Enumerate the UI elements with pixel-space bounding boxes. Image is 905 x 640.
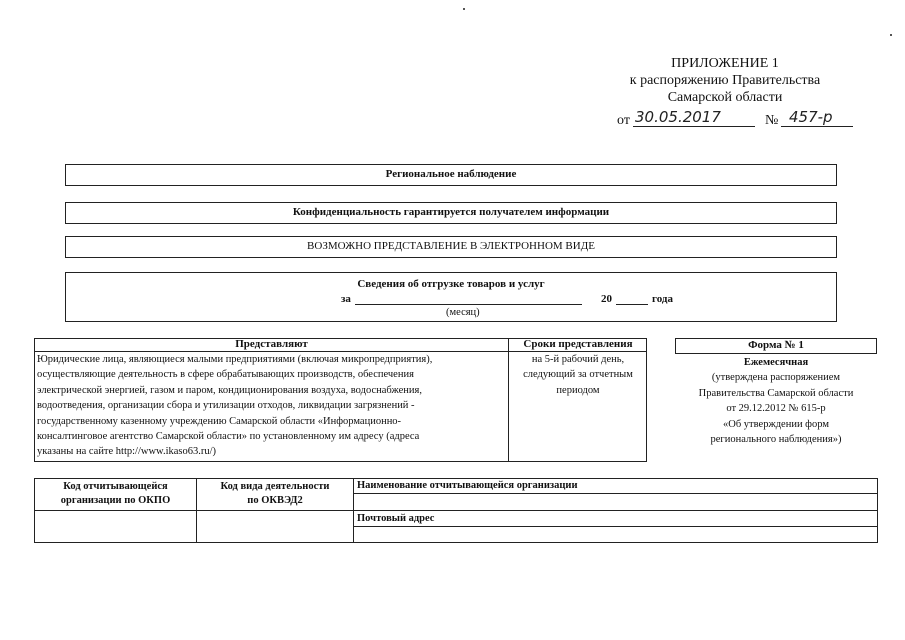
form-approval-line: (утверждена распоряжением [711, 372, 841, 384]
submitters-line: консалтинговое агентство Самарской области» по установленному им адресу (адреса [37, 431, 420, 443]
form-approval-line: «Об утверждении форм [723, 418, 829, 430]
form-number: Форма № 1 [748, 339, 804, 351]
form-number-box [675, 338, 877, 354]
form-approval-line: от 29.12.2012 № 615-р [726, 403, 826, 415]
form-approval-line: Правительства Самарской области [698, 387, 854, 399]
year-prefix: 20 [601, 293, 612, 305]
appendix-block [600, 55, 850, 106]
postal-address-label: Почтовый адрес [357, 513, 435, 524]
regional-observation-banner [65, 164, 837, 186]
deadline-line: следующий за отчетным [523, 369, 633, 381]
number-prefix: № [765, 113, 779, 128]
number-underline [781, 126, 853, 127]
date-underline [633, 126, 755, 127]
submitters-header: Представляют [235, 338, 308, 350]
submitters-line: указаны на сайте http://www.ikaso63.ru/) [37, 446, 217, 458]
org-name-value-cell[interactable] [354, 494, 878, 509]
form-approval-block [670, 355, 882, 447]
electronic-submission-banner [65, 236, 837, 258]
report-title-box [65, 272, 837, 322]
org-name-label: Наименование отчитывающейся организации [357, 480, 578, 491]
appendix-line-2: к распоряжению Правительства [629, 73, 821, 88]
deadline-header: Сроки представления [523, 338, 633, 350]
month-field[interactable] [355, 304, 582, 305]
number-value: 457-р [789, 108, 833, 126]
submitters-line: электрической энергией, газом и паром, кондиционирования воздуха, водоснабжения, [37, 384, 422, 396]
report-za: за [341, 293, 351, 305]
form-periodicity: Ежемесячная [743, 357, 809, 368]
confidentiality-text: Конфиденциальность гарантируется получателем информации [292, 206, 610, 218]
appendix-line-3: Самарской области [667, 90, 783, 105]
appendix-date-row [617, 108, 857, 132]
confidentiality-banner [65, 202, 837, 224]
postal-address-value-cell[interactable] [354, 527, 878, 542]
okpo-header [35, 480, 196, 508]
okved-header-line: по ОКВЭД2 [247, 495, 303, 506]
okved-header [197, 480, 353, 508]
submitters-line: водоотведения, организации сбора и утилизации отходов, ликвидации загрязнений - [37, 400, 415, 412]
regional-observation-text: Региональное наблюдение [385, 168, 517, 180]
year-field[interactable] [616, 304, 648, 305]
deadline-line: периодом [556, 384, 600, 396]
form-approval-line: регионального наблюдения») [710, 434, 842, 446]
org-address-divider-top [353, 510, 878, 511]
submitters-line: государственному казенному учреждению Самарской области «Информационно- [37, 415, 402, 427]
okpo-value-cell[interactable] [35, 511, 196, 542]
electronic-submission-text: ВОЗМОЖНО ПРЕДСТАВЛЕНИЕ В ЭЛЕКТРОННОМ ВИДЕ [307, 240, 595, 252]
okpo-header-line: Код отчитывающейся [63, 481, 168, 492]
submitters-line: Юридические лица, являющиеся малыми предприятиями (включая микропредприятия), [37, 354, 433, 365]
deadline-line: на 5-й рабочий день, [531, 354, 625, 365]
date-prefix: от [617, 113, 630, 128]
okved-header-line: Код вида деятельности [220, 481, 330, 492]
scan-speck [463, 8, 465, 10]
submitters-line: осуществляющие деятельность в сфере обрабатывающих производств, обеспечения [37, 369, 414, 381]
submitters-table [34, 338, 647, 462]
month-caption: (месяц) [446, 307, 480, 318]
okpo-header-line: организации по ОКПО [60, 495, 171, 506]
deadline-text [509, 352, 647, 398]
appendix-title: ПРИЛОЖЕНИЕ 1 [671, 56, 779, 71]
submitters-text [37, 352, 507, 460]
report-title: Сведения об отгрузке товаров и услуг [357, 278, 545, 290]
date-value: 30.05.2017 [635, 108, 721, 126]
scan-speck [890, 34, 892, 36]
organization-table [34, 478, 878, 543]
okved-value-cell[interactable] [197, 511, 353, 542]
year-word: года [652, 293, 673, 305]
